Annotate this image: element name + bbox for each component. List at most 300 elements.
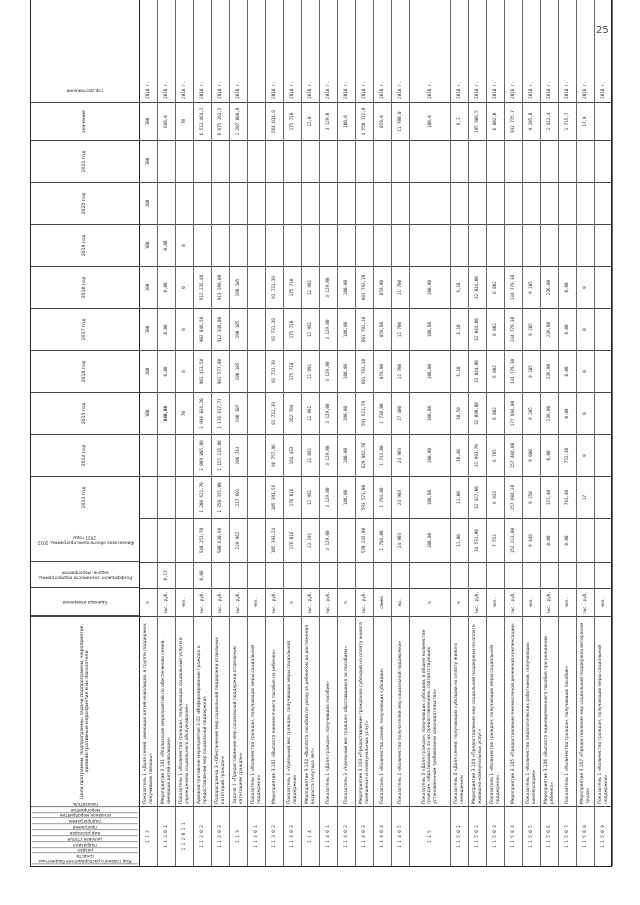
row-year-value: 9 080 [523, 434, 540, 476]
row-year-value: 236,00 [541, 350, 558, 392]
row-target-value: 100,0 [410, 102, 450, 140]
row-year-value: 913 209,00 [212, 266, 229, 308]
row-name: Показатель 1 «Доля семей, имеющих детей-инвалидов, в группе поддержки, получивших помощь» [140, 616, 157, 806]
row-unit: тыс. руб. [266, 588, 283, 616]
row-total [158, 518, 175, 562]
row-year-value [410, 224, 450, 266]
table-row [302, 0, 320, 866]
row-target-year: 2018 г. [456, 81, 462, 99]
row-year-value: 660,00 [158, 392, 175, 434]
row-code: 1 1 5 0 4 [505, 806, 522, 866]
program-table [30, 0, 612, 867]
row-unit: тыс. руб. [577, 588, 594, 616]
row-target-value: 70 [176, 102, 193, 140]
row-year-value: 157 404,00 [505, 434, 522, 476]
row-year-value: 175 718 [284, 308, 301, 350]
row-year-value: 100,00 [410, 392, 450, 434]
row-name: Административное мероприятие 2.02 «Информирование граждан о предоставлении мер социальной поддержки» [194, 616, 211, 806]
row-name: Показатель 1 «Количество граждан, получающих меры социальной поддержки» [595, 616, 612, 806]
row-total: 176 016 [284, 518, 301, 562]
row-name: Подпрограмма 3 «Обеспечение мер социальной поддержки отдельных категорий граждан» [212, 616, 229, 806]
row-total: 580 630,60 [212, 518, 229, 562]
row-year-value: 206 743 [230, 434, 247, 476]
row-year-value: 105 393,56 [266, 476, 283, 518]
row-year-value [595, 182, 612, 224]
table-row [469, 0, 487, 866]
row-weight [523, 562, 540, 588]
row-unit: тыс. руб. [356, 588, 373, 616]
row-target-year: 2018 г. [546, 81, 552, 99]
row-total: 11,00 [451, 518, 468, 562]
row-code: 1 1 5 0 1 [451, 806, 468, 866]
row-code: 1 1 3 0 2 [266, 806, 283, 866]
row-target-value: 9 285,0 [523, 102, 540, 140]
row-code: 1 1 5 0 6 [541, 806, 558, 866]
row-target-year: 2018 г. [325, 81, 331, 99]
row-target-year: 2018 г. [510, 81, 516, 99]
row-year-value: 100 [140, 224, 157, 266]
row-unit: % [284, 588, 301, 616]
row-year-value: 1 733,00 [374, 434, 391, 476]
row-year-value [338, 182, 355, 224]
row-target-year: 2018 г. [426, 81, 432, 99]
row-year-value: 172,40 [541, 476, 558, 518]
row-year-value: 593 621,79 [356, 392, 373, 434]
row-year-value [284, 182, 301, 224]
row-year-value: 32 090,00 [469, 392, 486, 434]
row-weight [505, 562, 522, 588]
row-year-value [487, 224, 504, 266]
table-row [266, 0, 284, 866]
row-year-value: 0,00 [541, 434, 558, 476]
header-target-year: год достижения [66, 88, 104, 94]
header-code-col: подпрограмма [32, 818, 138, 824]
row-name: Мероприятие 3.103 «Предоставление гражданам субсидий на оплату жилого помещения и коммунальных услуг» [356, 616, 373, 806]
row-code: 1 1 2 0 3 [212, 806, 229, 866]
row-year-value: 12 991 [302, 392, 319, 434]
header-unit: Единица измерения [31, 588, 139, 616]
row-year-value: 901 577,00 [212, 350, 229, 392]
header-year: 2015 год [31, 392, 139, 434]
row-unit: тыс. руб. [230, 588, 247, 616]
row-year-value [595, 434, 612, 476]
row-year-value: 593 573,00 [356, 476, 373, 518]
row-year-value: 100,00 [410, 476, 450, 518]
row-total [577, 518, 594, 562]
row-year-value: 96 757,96 [266, 434, 283, 476]
row-year-value [176, 434, 193, 476]
row-year-value [248, 266, 265, 308]
table-row [140, 0, 158, 866]
row-year-value [595, 392, 612, 434]
row-year-value [469, 140, 486, 182]
table-row [523, 0, 541, 866]
row-unit: % [338, 588, 355, 616]
row-year-value: 9 285 [523, 308, 540, 350]
header-weight: Коэффициент значимости подпрограммы, задачи, мероприятия [31, 562, 139, 588]
table-row [595, 0, 613, 866]
header-code-col: подраздел [32, 842, 138, 848]
row-total: 24 903 [392, 518, 409, 562]
row-year-value: 91 731,39 [266, 266, 283, 308]
table-body [140, 0, 613, 866]
row-year-value: 32 327,00 [469, 476, 486, 518]
row-year-value [302, 182, 319, 224]
row-year-value [523, 182, 540, 224]
row-year-value: 901 413,50 [194, 350, 211, 392]
row-target-year: 2018 г. [564, 81, 570, 99]
row-total: 152 213,00 [505, 518, 522, 562]
row-year-value: 100 [140, 350, 157, 392]
row-year-value: 100 [140, 308, 157, 350]
row-year-value: 902 046,50 [194, 308, 211, 350]
row-year-value [595, 350, 612, 392]
row-year-value [523, 140, 540, 182]
table-row [248, 0, 266, 866]
row-year-value: 10,50 [451, 392, 468, 434]
row-weight [356, 562, 373, 588]
row-year-value [595, 266, 612, 308]
row-year-value: 0,00 [158, 350, 175, 392]
row-code: 1 1 4 0 3 [356, 806, 373, 866]
table-row [356, 0, 374, 866]
table-row [176, 0, 194, 866]
row-name: Показатель 2 «Удельный вес граждан, обратившихся за пособием» [338, 616, 355, 806]
table-row [212, 0, 230, 866]
row-total: 540 253,70 [194, 518, 211, 562]
row-year-value [559, 224, 576, 266]
row-target-value: 859,0 [374, 102, 391, 140]
row-target-value: 660,0 [158, 102, 175, 140]
row-year-value: 100,00 [338, 350, 355, 392]
table-row [577, 0, 595, 866]
row-unit: % [451, 588, 468, 616]
row-year-value [338, 224, 355, 266]
header-code-col: основное мероприятие [32, 813, 138, 819]
row-weight [212, 562, 229, 588]
row-unit: чел. [559, 588, 576, 616]
row-year-value [541, 224, 558, 266]
row-year-value [284, 140, 301, 182]
row-year-value: 859,00 [374, 266, 391, 308]
row-target-year: 2018 г. [289, 81, 295, 99]
row-year-value [212, 140, 229, 182]
row-year-value: 0,00 [158, 308, 175, 350]
row-year-value [194, 182, 211, 224]
row-weight: 0,17 [158, 562, 175, 588]
row-unit: тыс. руб. [194, 588, 211, 616]
row-code: 1 1 3 0 1 [248, 806, 265, 866]
row-year-value: 32 044,00 [469, 350, 486, 392]
row-target-year: 2018 г. [582, 81, 588, 99]
row-year-value: 601 792,10 [356, 266, 373, 308]
row-year-value: 236,00 [541, 392, 558, 434]
row-year-value [140, 434, 157, 476]
row-year-value: 11 700 [392, 266, 409, 308]
row-weight [451, 562, 468, 588]
row-year-value: 0,00 [158, 224, 175, 266]
row-target-value: 1 207 888,0 [230, 102, 247, 140]
row-year-value: 0,00 [559, 392, 576, 434]
table-row [194, 0, 212, 866]
row-name: Мероприятие 2.101 «Реализация мероприятий по обеспечению семей, имеющих детей-инвалидов» [158, 616, 175, 806]
header-target-value: значение [31, 102, 139, 140]
header-year: 2016 год [31, 350, 139, 392]
row-total: 13 191 [302, 518, 319, 562]
row-year-value: 0 [577, 308, 594, 350]
header-year: 2014 год [31, 434, 139, 476]
row-unit: тыс. руб. [320, 588, 337, 616]
row-year-value [194, 224, 211, 266]
row-weight [487, 562, 504, 588]
row-year-value [302, 224, 319, 266]
row-year-value: 100,00 [410, 350, 450, 392]
row-year-value: 3 129,00 [320, 308, 337, 350]
table-row [487, 0, 505, 866]
row-unit: семей [374, 588, 391, 616]
row-year-value: 6,10 [451, 266, 468, 308]
row-total: 9 449 [523, 518, 540, 562]
table-row [158, 0, 176, 866]
row-total: 7 552 [487, 518, 504, 562]
row-code: 1 1 2 0 1 1 [176, 806, 193, 866]
header-code-col: программа [32, 824, 138, 830]
row-year-value: 100,00 [338, 392, 355, 434]
row-year-value [374, 140, 391, 182]
row-target-year: 2018 г. [307, 81, 313, 99]
row-weight [392, 562, 409, 588]
row-total: 570 235,00 [356, 518, 373, 562]
row-target-year: 2018 г. [361, 81, 367, 99]
table-row [392, 0, 410, 866]
row-weight [176, 562, 193, 588]
row-year-value: 601 792,10 [356, 350, 373, 392]
row-year-value: 3 129,00 [320, 476, 337, 518]
row-total [338, 518, 355, 562]
row-year-value [392, 182, 409, 224]
row-code: 1 1 2 0 2 [194, 806, 211, 866]
row-code: 1 1 5 0 5 [523, 806, 540, 866]
row-weight [284, 562, 301, 588]
row-year-value [230, 224, 247, 266]
row-year-value: 236,00 [541, 266, 558, 308]
row-total: 229 962 [230, 518, 247, 562]
row-year-value: 6 765 [487, 434, 504, 476]
header-codes [31, 801, 139, 866]
row-weight [302, 562, 319, 588]
row-year-value: 1 096 834,20 [194, 392, 211, 434]
row-year-value [320, 140, 337, 182]
row-year-value [248, 392, 265, 434]
row-weight [410, 562, 450, 588]
row-target-value: 195 988,5 [469, 102, 486, 140]
table-row [320, 0, 338, 866]
row-year-value [176, 476, 193, 518]
row-year-value: 190 185 [230, 350, 247, 392]
row-year-value [595, 308, 612, 350]
row-target-year: 2018 г. [181, 81, 187, 99]
row-year-value: 0 [176, 350, 193, 392]
row-year-value: 10,40 [451, 434, 468, 476]
row-year-value [505, 140, 522, 182]
row-year-value: 157 604,20 [505, 476, 522, 518]
row-year-value: 11 091 [302, 434, 319, 476]
row-year-value: 100,00 [338, 266, 355, 308]
row-year-value [320, 182, 337, 224]
row-year-value: 217 602 [230, 476, 247, 518]
row-year-value: 32 044,00 [469, 308, 486, 350]
row-year-value: 601 792,10 [356, 308, 373, 350]
row-code: 1 1 3 0 3 [284, 806, 301, 866]
row-target-value: 12,0 [302, 102, 319, 140]
row-year-value: 236,00 [541, 308, 558, 350]
row-year-value: 175 718 [284, 266, 301, 308]
row-total: 34 531,00 [469, 518, 486, 562]
row-target-year: 2018 г. [600, 81, 606, 99]
row-target-value: 100 [140, 102, 157, 140]
row-year-value: 1 009 805,00 [194, 434, 211, 476]
row-year-value: 70 [176, 392, 193, 434]
row-code: 1 1 2 [140, 806, 157, 866]
table-row [410, 0, 451, 866]
row-unit: тыс. руб. [302, 588, 319, 616]
row-year-value [487, 182, 504, 224]
row-target-year: 2018 г. [217, 81, 223, 99]
row-year-value [577, 182, 594, 224]
row-year-value [595, 140, 612, 182]
header-total: Финансовое обеспечение программы, 2012-2021 годы [31, 518, 139, 562]
row-year-value: 12 991 [302, 308, 319, 350]
row-year-value: 11 700 [392, 308, 409, 350]
row-year-value [248, 350, 265, 392]
row-year-value [410, 182, 450, 224]
header-code-col: Код главного распорядителя бюджетных средств [32, 853, 138, 864]
row-year-value [374, 224, 391, 266]
row-unit: % [140, 588, 157, 616]
row-target-value: 11 700,0 [392, 102, 409, 140]
row-year-value: 176 016 [284, 476, 301, 518]
row-year-value: 190 187 [230, 392, 247, 434]
header-year: 2017 год [31, 308, 139, 350]
row-target-value: 932 775,7 [505, 102, 522, 140]
row-weight [374, 562, 391, 588]
table-row [338, 0, 356, 866]
row-weight [469, 562, 486, 588]
row-year-value [212, 182, 229, 224]
header-code-col: мероприятие [32, 807, 138, 813]
table-row [451, 0, 469, 866]
row-target-year [248, 78, 265, 102]
row-unit: % [410, 588, 450, 616]
row-weight: 0,08 [194, 562, 211, 588]
row-year-value: 91 731,39 [266, 350, 283, 392]
row-year-value: 0 [577, 434, 594, 476]
row-year-value [559, 140, 576, 182]
row-name: Показатель 1 «Удельный вес граждан, получивших меры социальной поддержки» [284, 616, 301, 806]
row-name: Показатель 1 «Количество граждан, получающих меры социальной поддержки» [487, 616, 504, 806]
row-year-value [374, 182, 391, 224]
row-year-value [248, 308, 265, 350]
row-year-value: 164 433 [284, 434, 301, 476]
row-year-value [248, 140, 265, 182]
row-year-value: 11 700 [392, 350, 409, 392]
header-code-col: показатель [32, 801, 138, 807]
header-name: Цели программы, подпрограммы, задачи подпрограммы, мероприятия, административные мероприятия и их показатели [31, 616, 139, 806]
row-year-value: 24 903 [392, 476, 409, 518]
row-year-value: 0,00 [559, 266, 576, 308]
row-code: 1 1 4 0 5 [392, 806, 409, 866]
row-target-value: 1 715,7 [559, 102, 576, 140]
row-year-value [266, 182, 283, 224]
row-year-value: 12 991 [302, 476, 319, 518]
row-year-value: 0 [577, 266, 594, 308]
table-row [505, 0, 523, 866]
row-weight [559, 562, 576, 588]
row-year-value [577, 140, 594, 182]
row-name: Мероприятие 3.104 «Предоставление мер социальной поддержки по оплате жилищно-коммунальных услуг» [469, 616, 486, 806]
table-row [374, 0, 392, 866]
row-target-value: 6 802,0 [487, 102, 504, 140]
row-year-value: 6,10 [451, 350, 468, 392]
row-code: 1 1 5 0 7 [559, 806, 576, 866]
row-name: Показатель 1 «Доля граждан, получивших пособие» [320, 616, 337, 806]
row-target-value: 3 129,0 [320, 102, 337, 140]
row-year-value: 1 155 116,00 [212, 434, 229, 476]
row-total: 100,00 [410, 518, 450, 562]
row-year-value [505, 224, 522, 266]
row-year-value [158, 182, 175, 224]
row-year-value [469, 224, 486, 266]
row-year-value: 31 993,70 [469, 434, 486, 476]
row-name: Показатель 1 «Количество педагогических работников, получающих компенсацию» [523, 616, 540, 806]
row-target-year: 2018 г. [163, 81, 169, 99]
row-weight [320, 562, 337, 588]
row-year-value: 91 731,39 [266, 392, 283, 434]
row-year-value: 912 349,00 [212, 308, 229, 350]
row-year-value: 6 802 [487, 392, 504, 434]
row-target-year: 2018 г. [271, 81, 277, 99]
row-target-value: 4 550 172,0 [356, 102, 373, 140]
row-unit: тыс. руб. [158, 588, 175, 616]
row-target-year: 2018 г. [397, 81, 403, 99]
row-target-year: 2018 г. [474, 81, 480, 99]
row-target-year: 2018 г. [235, 81, 241, 99]
row-year-value: 3 129,00 [320, 392, 337, 434]
row-year-value: 175 718 [284, 350, 301, 392]
row-year-value [158, 140, 175, 182]
row-weight [230, 562, 247, 588]
row-year-value [559, 182, 576, 224]
row-year-value: 6 802 [487, 266, 504, 308]
row-code: 1 1 5 0 9 [595, 806, 612, 866]
row-year-value [541, 140, 558, 182]
row-year-value [356, 140, 373, 182]
row-year-value: 1 176 617,71 [212, 392, 229, 434]
row-total: 1 794,00 [374, 518, 391, 562]
row-year-value: 100,00 [410, 434, 450, 476]
row-target-year: 2018 г. [145, 81, 151, 99]
row-unit: чел. [248, 588, 265, 616]
row-year-value [158, 476, 175, 518]
row-year-value [451, 182, 468, 224]
row-year-value: 100 [140, 140, 157, 182]
row-year-value: 100,00 [410, 266, 450, 308]
row-year-value: 11,00 [451, 476, 468, 518]
row-unit: тыс. руб. [505, 588, 522, 616]
row-year-value: 17 [577, 476, 594, 518]
row-year-value: 1 200 621,70 [194, 476, 211, 518]
row-code: 1 1 5 0 8 [577, 806, 594, 866]
